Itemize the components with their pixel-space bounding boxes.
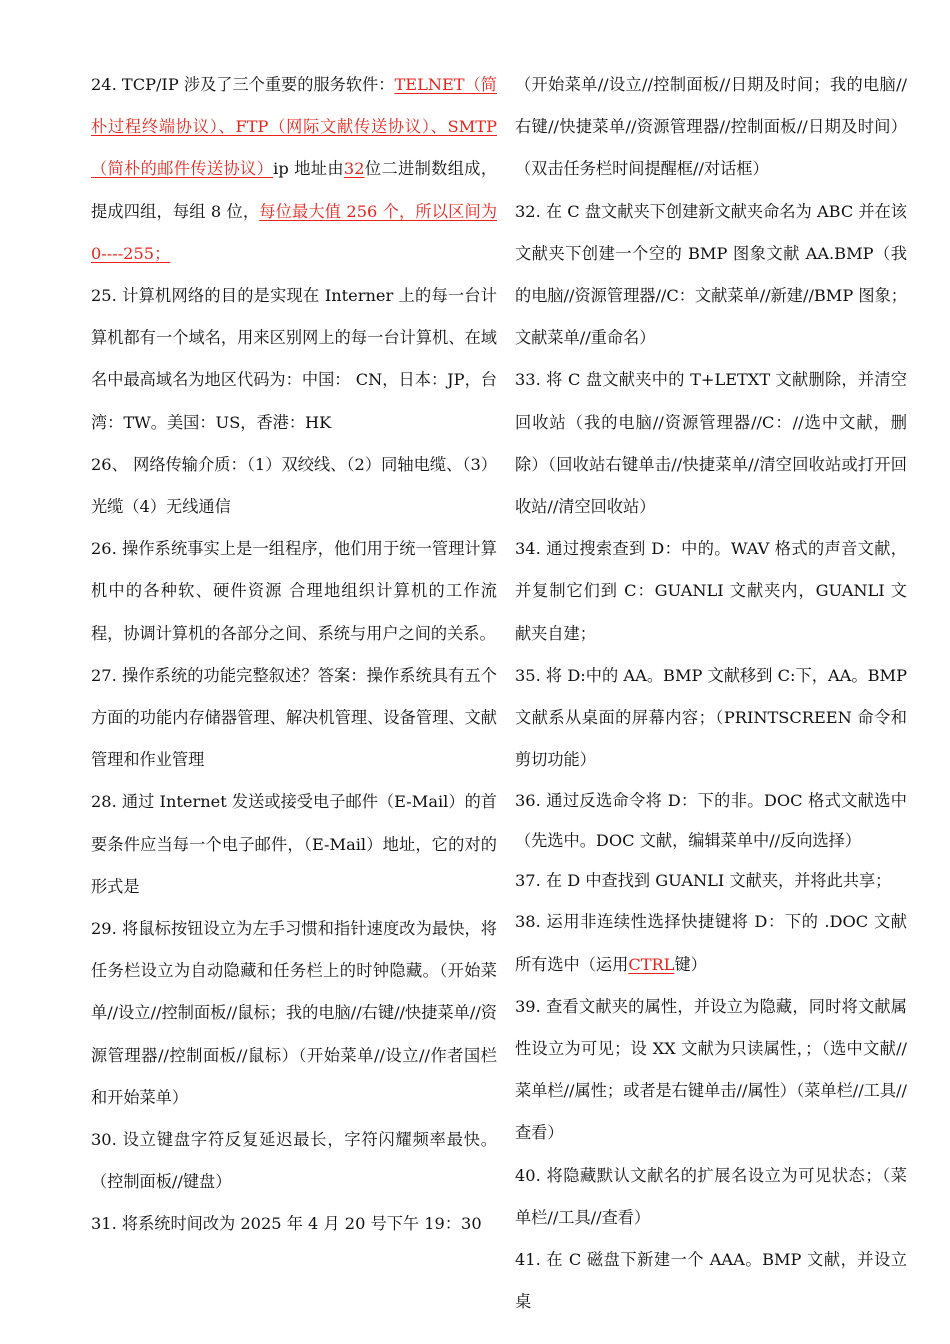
item-31: 31. 将系统时间改为 2025 年 4 月 20 号下午 19：30: [91, 1214, 482, 1234]
item-38: [515, 901, 907, 985]
item-24-highlight-services: TELNET（简朴过程终端协议）、FTP（网际文献传送协议）、SMTP（简朴的邮件传送协议）: [91, 75, 497, 179]
item-24-group-text: 位二进制数组成，提成四组，每组 8 位，: [91, 159, 498, 221]
item-35: 35. 将 D:中的 AA。BMP 文献移到 C:下，AA。BMP 文献系从桌面的屏幕内容；（PRINTSCREEN 命令和剪切功能）: [515, 665, 907, 770]
item-38-highlight-ctrl: CTRL: [628, 954, 675, 974]
item-28: 28. 通过 Internet 发送或接受电子邮件（E-Mail）的首要条件应当每一个电子邮件，（E-Mail）地址，它的对的形式是: [91, 792, 497, 896]
item-26-media: 26、 网络传输介质：（1）双绞线、（2）同轴电缆、（3）光缆（4）无线通信: [91, 454, 497, 517]
item-27: 27. 操作系统的功能完整叙述？答案：操作系统具有五个方面的功能内存储器管理、解决机管理、设备管理、文献管理和作业管理: [91, 665, 497, 770]
item-26-os: 26. 操作系统事实上是一组程序，他们用于统一管理计算机中的各种软、硬件资源 合理地组织计算机的工作流程，协调计算机的各部分之间、系统与用户之间的关系。: [91, 539, 497, 643]
right-column: [515, 64, 907, 1323]
item-32: 32. 在 C 盘文献夹下创建新文献夹命名为 ABC 并在该文献夹下创建一个空的 BMP 图象文献 AA.BMP（我的电脑//资源管理器//C：文献菜单//新建//BMP 图象；文献菜单//重命名）: [515, 201, 907, 348]
item-24: [91, 64, 497, 275]
left-column: [91, 64, 497, 1246]
item-24-highlight-bits: 32: [343, 159, 365, 179]
item-38-text: 38. 运用非连续性选择快捷键将 D：下的 .DOC 文献所有选中（运用: [515, 912, 907, 974]
item-31-continued: （开始菜单//设立//控制面板//日期及时间；我的电脑//右键//快捷菜单//资源管理器//控制面板//日期及时间）（双击任务栏时间提醒框//对话框）: [515, 75, 907, 179]
item-33: 33. 将 C 盘文献夹中的 T+LETXT 文献删除，并清空回收站（我的电脑//资源管理器//C：//选中文献，删除）（回收站右键单击//快捷菜单//清空回收站或打开回收站//清空回收站）: [515, 370, 907, 517]
item-38-text-end: 键）: [674, 954, 707, 974]
item-34: 34. 通过搜索查到 D：中的。WAV 格式的声音文献，并复制它们到 C：GUANLI 文献夹内，GUANLI 文献夹自建；: [515, 539, 907, 643]
item-30: 30. 设立键盘字符反复延迟最长，字符闪耀频率最快。（控制面板//键盘）: [91, 1130, 497, 1192]
item-24-highlight-range: 每位最大值 256 个，所以区间为 0----255；: [91, 201, 498, 263]
item-24-ip-text: ip 地址由: [273, 159, 344, 179]
item-37: 37. 在 D 中查找到 GUANLI 文献夹，并将此共享；: [515, 871, 892, 891]
item-39: 39. 查看文献夹的属性，并设立为隐藏，同时将文献属性设立为可见；设 XX 文献为只读属性，；（选中文献//菜单栏//属性；或者是右键单击//属性）（菜单栏//工具//查看）: [515, 996, 907, 1143]
item-36: 36. 通过反选命令将 D：下的非。DOC 格式文献选中（先选中。DOC 文献，编辑菜单中//反向选择）: [515, 791, 907, 851]
item-41: 41. 在 C 磁盘下新建一个 AAA。BMP 文献，并设立桌: [515, 1250, 907, 1312]
item-40: 40. 将隐藏默认文献名的扩展名设立为可见状态；（菜单栏//工具//查看）: [515, 1165, 907, 1227]
item-24-text: 24. TCP/IP 涉及了三个重要的服务软件：: [91, 75, 395, 94]
item-25: 25. 计算机网络的目的是实现在 Interner 上的每一台计算机都有一个域名，用来区别网上的每一台计算机、在域名中最高域名为地区代码为：中国： CN，日本：JP，台湾：TW。美国：US，香港：HK: [91, 286, 497, 432]
item-29: 29. 将鼠标按钮设立为左手习惯和指针速度改为最快，将任务栏设立为自动隐藏和任务栏上的时钟隐藏。（开始菜单//设立//控制面板//鼠标；我的电脑//右键//快捷菜单//资源管理器//控制面板//鼠标）（开始菜单//设立//作者国栏和开始菜单）: [91, 919, 497, 1107]
